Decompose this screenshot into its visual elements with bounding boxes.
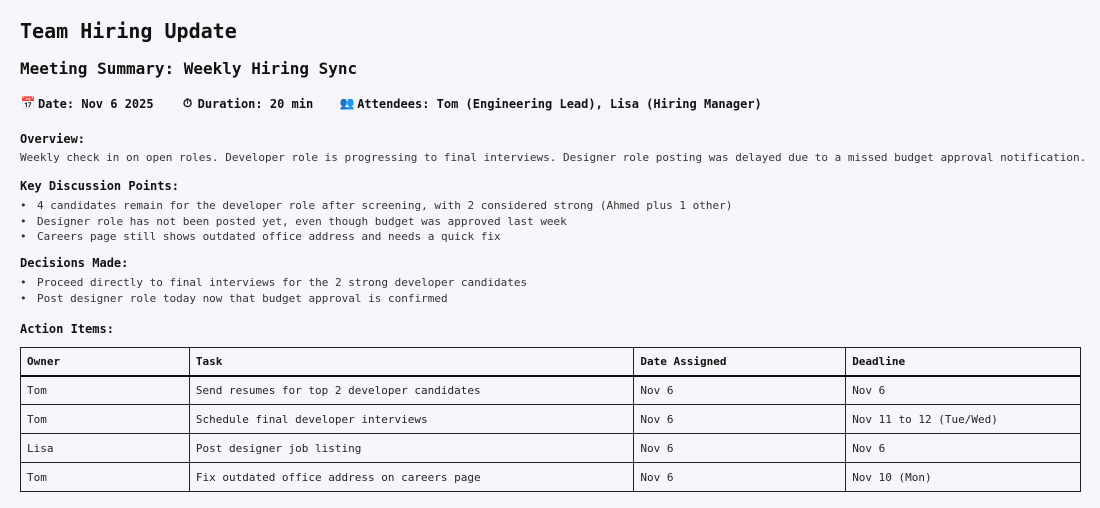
meeting-meta (20, 96, 788, 112)
cell-deadline: Nov 6 (846, 434, 1081, 463)
people-icon: 👥 (339, 96, 355, 110)
calendar-icon: 📅 (20, 96, 36, 110)
meta-date-text: Date: Nov 6 2025 (38, 97, 154, 111)
cell-owner: Tom (21, 405, 190, 434)
cell-date-assigned: Nov 6 (634, 376, 846, 405)
overview-text: Weekly check in on open roles. Developer role is progressing to final interviews. Designer role posting was delayed due to a missed budget approval notification. (20, 151, 1087, 164)
meta-duration-text: Duration: 20 min (197, 97, 314, 111)
meta-attendees-text: Attendees: Tom (Engineering Lead), Lisa (Hiring Manager) (357, 97, 762, 111)
list-item: • Designer role has not been posted yet, even though budget was approved last week (20, 214, 567, 228)
table-row (21, 463, 1081, 492)
meta-date (20, 96, 154, 112)
cell-owner: Lisa (21, 434, 190, 463)
cell-date-assigned: Nov 6 (634, 434, 846, 463)
action-items-table (20, 347, 1081, 492)
decisions-heading: Decisions Made: (20, 256, 129, 270)
cell-task: Schedule final developer interviews (189, 405, 634, 434)
column-header-deadline: Deadline (846, 348, 1081, 376)
column-header-task: Task (189, 348, 634, 376)
page-title: Team Hiring Update (20, 19, 237, 43)
table-row (21, 434, 1081, 463)
cell-task: Post designer job listing (189, 434, 634, 463)
meta-attendees (339, 96, 762, 112)
decisions-list (20, 275, 527, 306)
table-row (21, 405, 1081, 434)
list-item: • Post designer role today now that budget approval is confirmed (20, 291, 448, 305)
cell-task: Send resumes for top 2 developer candidates (189, 376, 634, 405)
cell-owner: Tom (21, 376, 190, 405)
stopwatch-icon: ⏱ (182, 96, 193, 110)
list-item: • 4 candidates remain for the developer role after screening, with 2 considered strong (Ahmed plus 1 other) (20, 199, 733, 212)
discussion-list (20, 198, 732, 245)
list-item: • Proceed directly to final interviews for the 2 strong developer candidates (20, 276, 528, 289)
cell-deadline: Nov 11 to 12 (Tue/Wed) (846, 405, 1081, 434)
discussion-heading: Key Discussion Points: (20, 179, 179, 193)
table-row (21, 376, 1081, 405)
cell-deadline: Nov 10 (Mon) (846, 463, 1081, 492)
cell-date-assigned: Nov 6 (634, 463, 846, 492)
cell-owner: Tom (21, 463, 190, 492)
list-item: • Careers page still shows outdated office address and needs a quick fix (20, 230, 501, 243)
overview-heading: Overview: (20, 132, 86, 146)
column-header-date-assigned: Date Assigned (634, 348, 846, 376)
cell-task: Fix outdated office address on careers page (189, 463, 634, 492)
column-header-owner: Owner (21, 348, 190, 376)
cell-date-assigned: Nov 6 (634, 405, 846, 434)
cell-deadline: Nov 6 (846, 376, 1081, 405)
action-items-heading: Action Items: (20, 322, 114, 336)
meeting-subtitle: Meeting Summary: Weekly Hiring Sync (20, 59, 358, 78)
table-header-row (21, 348, 1081, 376)
meta-duration (180, 96, 314, 112)
